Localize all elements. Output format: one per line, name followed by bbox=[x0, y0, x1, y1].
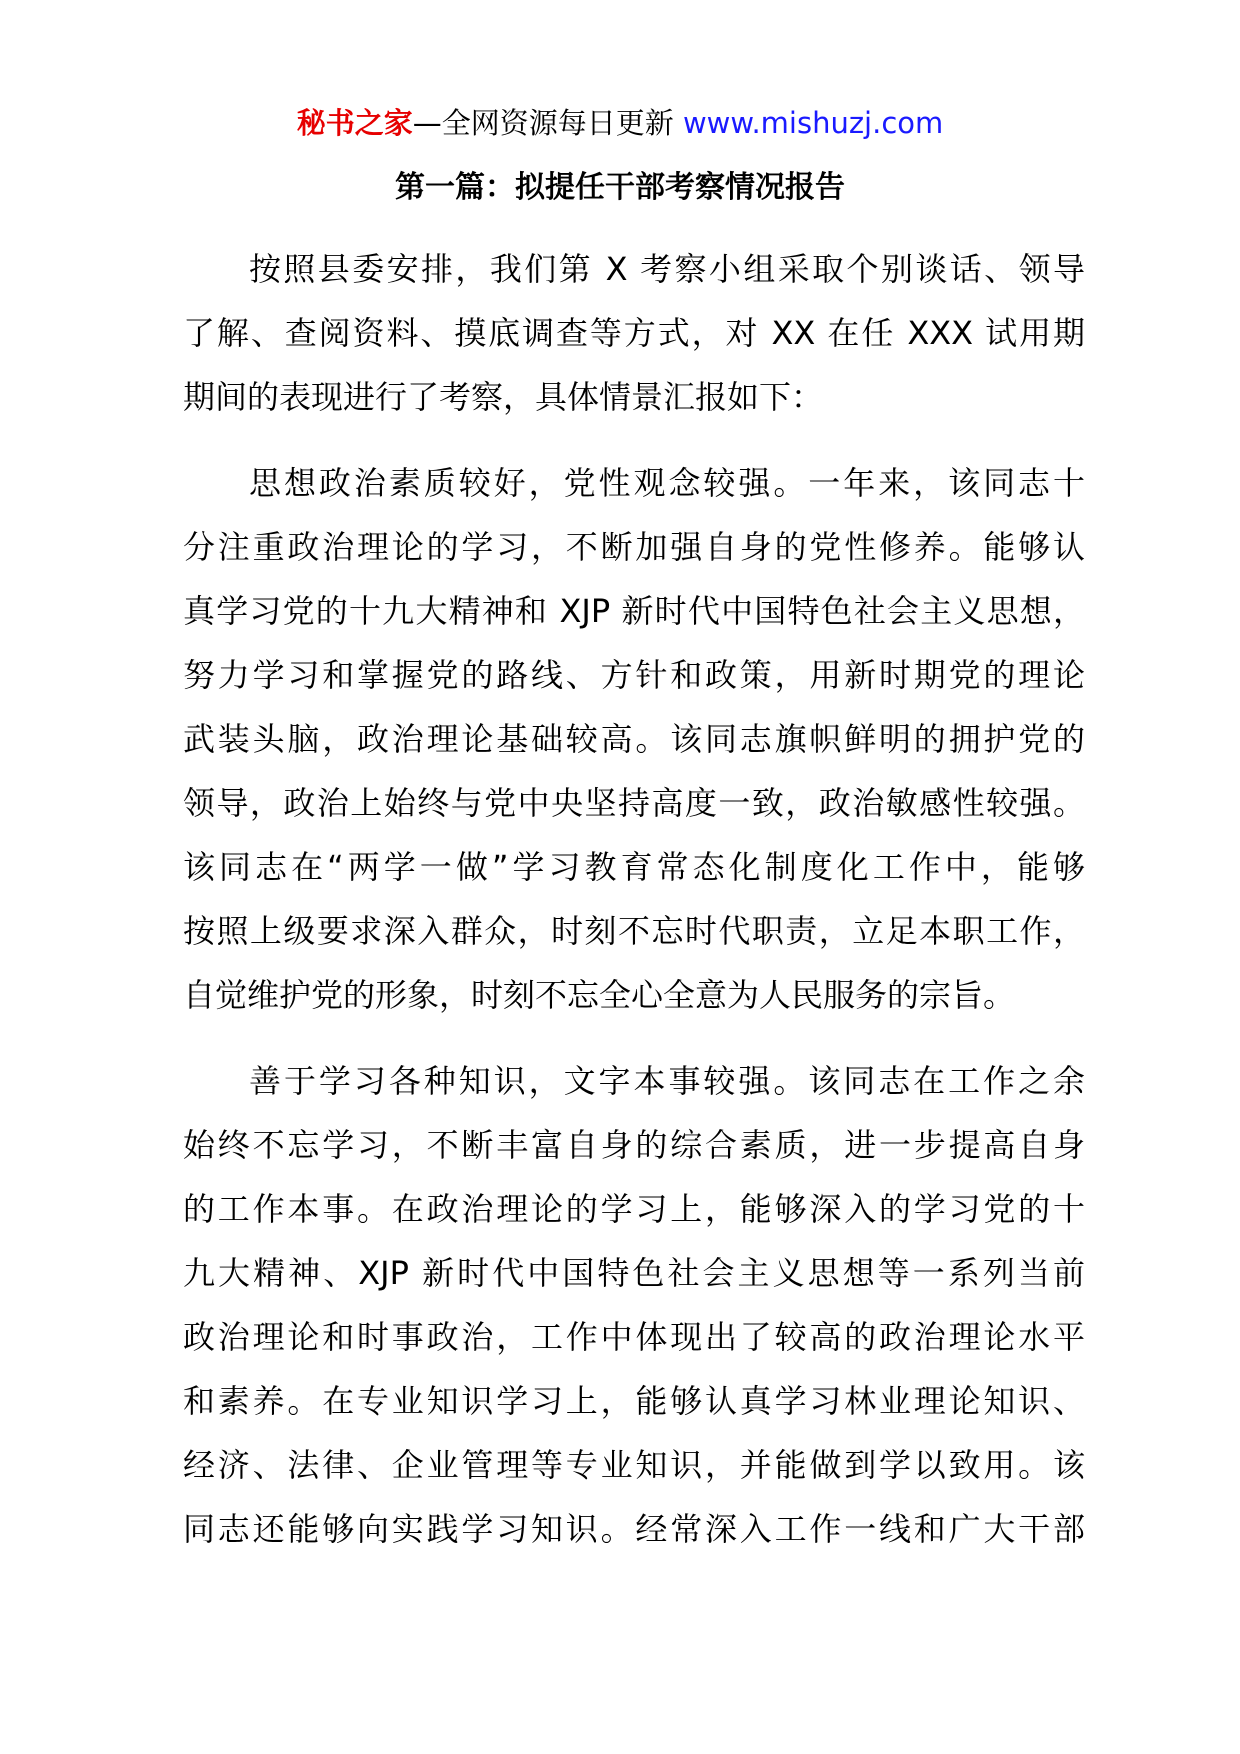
document-title: 第一篇：拟提任干部考察情况报告 bbox=[395, 170, 845, 205]
text-line: 思想政治素质较好，党性观念较强。一年来，该同志十 bbox=[249, 464, 1085, 502]
text-line: 按照县委安排，我们第 X 考察小组采取个别谈话、领导 bbox=[249, 250, 1085, 288]
text-line: 经济、法律、企业管理等专业知识，并能做到学以致用。该 bbox=[183, 1446, 1085, 1484]
text-line: 始终不忘学习，不断丰富自身的综合素质，进一步提高自身 bbox=[183, 1126, 1085, 1164]
text-line: 努力学习和掌握党的路线、方针和政策，用新时期党的理论 bbox=[183, 656, 1085, 694]
text-line: 同志还能够向实践学习知识。经常深入工作一线和广大干部 bbox=[183, 1510, 1085, 1548]
paragraph-intro bbox=[183, 240, 1085, 432]
paragraph-political-quality bbox=[183, 454, 1085, 1030]
text-line: 善于学习各种知识，文字本事较强。该同志在工作之余 bbox=[249, 1062, 1085, 1100]
site-header bbox=[0, 103, 1240, 143]
document-body bbox=[183, 240, 1085, 1564]
text-line: 武装头脑，政治理论基础较高。该同志旗帜鲜明的拥护党的 bbox=[183, 720, 1085, 758]
text-line: 自觉维护党的形象，时刻不忘全心全意为人民服务的宗旨。 bbox=[183, 976, 1016, 1014]
text-line: 真学习党的十九大精神和 XJP 新时代中国特色社会主义思想， bbox=[183, 592, 1085, 630]
text-line: 九大精神、XJP 新时代中国特色社会主义思想等一系列当前 bbox=[183, 1254, 1085, 1292]
text-line: 政治理论和时事政治，工作中体现出了较高的政治理论水平 bbox=[183, 1318, 1085, 1356]
site-brand: 秘书之家 bbox=[296, 106, 413, 140]
text-line: 分注重政治理论的学习，不断加强自身的党性修养。能够认 bbox=[183, 528, 1085, 566]
text-line: 期间的表现进行了考察，具体情景汇报如下： bbox=[183, 378, 824, 416]
text-line: 领导，政治上始终与党中央坚持高度一致，政治敏感性较强。 bbox=[183, 784, 1085, 822]
text-line: 的工作本事。在政治理论的学习上，能够深入的学习党的十 bbox=[183, 1190, 1085, 1228]
text-line: 按照上级要求深入群众，时刻不忘时代职责，立足本职工作， bbox=[183, 912, 1085, 950]
text-line: 该同志在“两学一做”学习教育常态化制度化工作中，能够 bbox=[183, 848, 1085, 886]
paragraph-learning bbox=[183, 1052, 1085, 1564]
site-slogan: —全网资源每日更新 bbox=[412, 106, 674, 140]
text-line: 和素养。在专业知识学习上，能够认真学习林业理论知识、 bbox=[183, 1382, 1085, 1420]
site-url-link[interactable]: www.mishuzj.com bbox=[682, 106, 944, 140]
text-line: 了解、查阅资料、摸底调查等方式，对 XX 在任 XXX 试用期 bbox=[183, 314, 1085, 352]
